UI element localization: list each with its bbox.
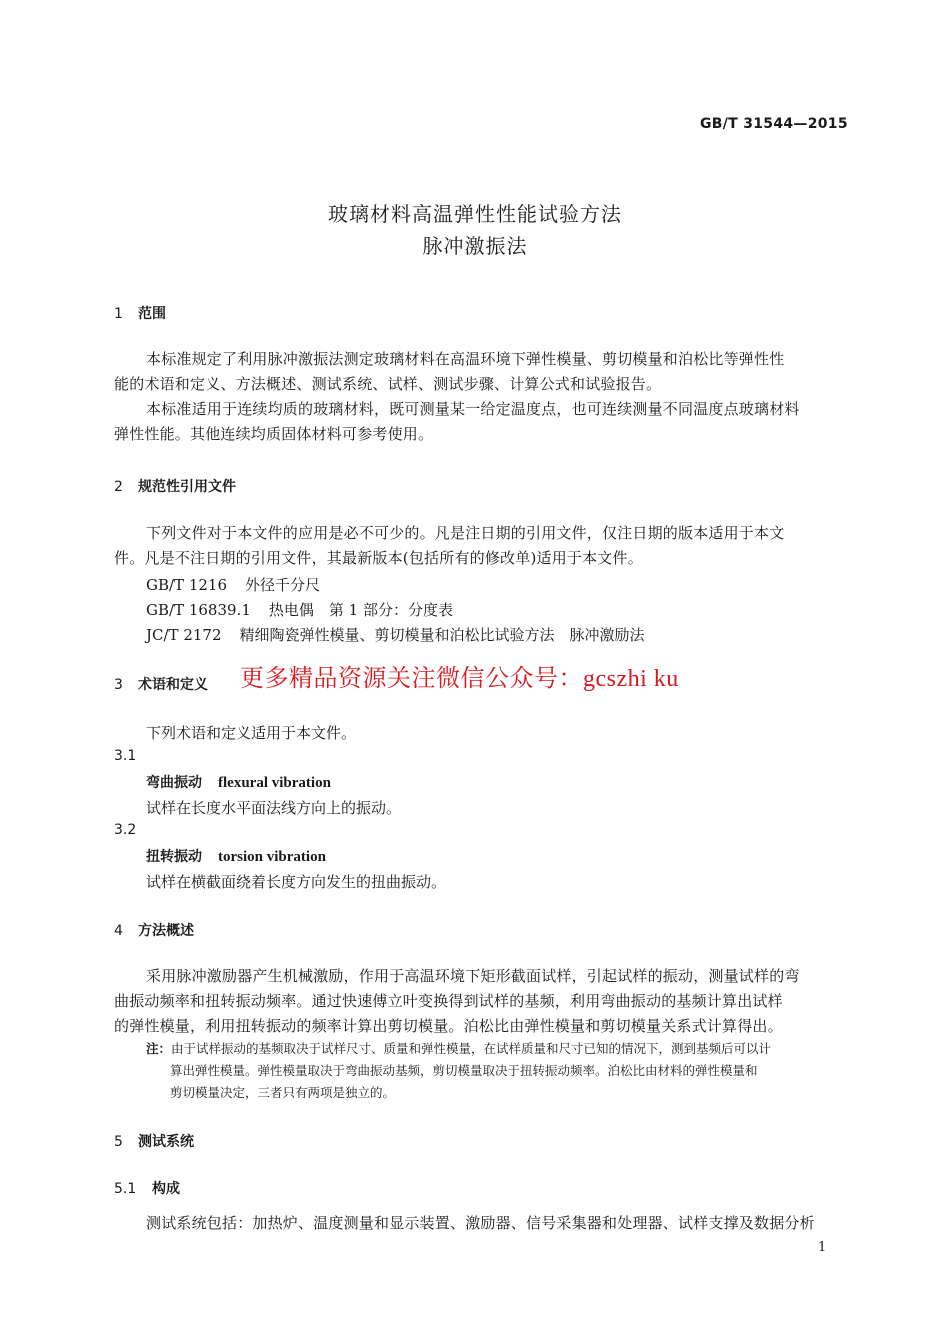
note-line-1: [146, 1038, 771, 1060]
section-2-paragraph-1b: 件。凡是不注日期的引用文件，其最新版本(包括所有的修改单)适用于本文件。: [114, 549, 643, 567]
section-3-intro: 下列术语和定义适用于本文件。: [146, 724, 357, 742]
note-label: 注：: [146, 1041, 172, 1056]
term-chinese: 扭转振动: [146, 849, 202, 865]
reference-item: [146, 599, 453, 620]
reference-code: JC/T 2172: [146, 626, 222, 644]
section-2-paragraph-1a: 下列文件对于本文件的应用是必不可少的。凡是注日期的引用文件，仅注日期的版本适用于本文: [146, 524, 785, 542]
term-number: 3.2: [114, 822, 137, 838]
reference-code: GB/T 1216: [146, 576, 228, 594]
section-title: 规范性引用文件: [138, 479, 236, 495]
reference-name: 精细陶瓷弹性模量、剪切模量和泊松比试验方法 脉冲激励法: [239, 626, 645, 644]
note-text: 由于试样振动的基频取决于试样尺寸、质量和弹性模量，在试样质量和尺寸已知的情况下，测到基频后可以计: [171, 1041, 772, 1056]
reference-name: 外径千分尺: [245, 576, 321, 594]
note-line-2: 算出弹性模量。弹性模量取决于弯曲振动基频，剪切模量取决于扭转振动频率。泊松比由材料的弹性模量和: [170, 1063, 758, 1078]
section-2-heading: [114, 476, 236, 496]
term-definition: 试样在长度水平面法线方向上的振动。: [146, 799, 402, 817]
document-title-line2: 脉冲激振法: [422, 234, 528, 258]
section-4-heading: [114, 920, 194, 940]
section-5-1-paragraph: 测试系统包括：加热炉、温度测量和显示装置、激励器、信号采集器和处理器、试样支撑及数据分析: [146, 1214, 815, 1232]
section-5-heading: [114, 1131, 194, 1151]
section-number: 1: [114, 306, 123, 322]
section-1-heading: [114, 303, 166, 323]
term-heading: [146, 772, 331, 792]
watermark-text: 更多精品资源关注微信公众号：gcszhi ku: [240, 666, 679, 692]
section-number: 4: [114, 923, 123, 939]
section-4-paragraph-a: 采用脉冲激励器产生机械激励，作用于高温环境下矩形截面试样，引起试样的振动，测量试样的弯: [146, 967, 800, 985]
section-1-paragraph-1b: 能的术语和定义、方法概述、测试系统、试样、测试步骤、计算公式和试验报告。: [114, 375, 662, 393]
section-title: 方法概述: [138, 923, 194, 939]
section-1-paragraph-1a: 本标准规定了利用脉冲激振法测定玻璃材料在高温环境下弹性模量、剪切模量和泊松比等弹性性: [146, 350, 785, 368]
document-title-line1: 玻璃材料高温弹性性能试验方法: [328, 202, 622, 226]
section-1-paragraph-2a: 本标准适用于连续均质的玻璃材料，既可测量某一给定温度点，也可连续测量不同温度点玻璃材料: [146, 400, 800, 418]
standard-code: GB/T 31544—2015: [700, 116, 848, 132]
subsection-5-1-heading: [114, 1178, 180, 1198]
term-english: torsion vibration: [218, 849, 326, 865]
term-heading: [146, 846, 326, 866]
section-title: 测试系统: [138, 1134, 194, 1150]
section-number: 2: [114, 479, 123, 495]
term-definition: 试样在横截面绕着长度方向发生的扭曲振动。: [146, 873, 447, 891]
subsection-number: 5.1: [114, 1181, 137, 1197]
section-number: 3: [114, 677, 123, 693]
section-1-paragraph-2b: 弹性性能。其他连续均质固体材料可参考使用。: [114, 425, 434, 443]
subsection-title: 构成: [152, 1181, 180, 1197]
term-english: flexural vibration: [218, 775, 331, 791]
section-number: 5: [114, 1134, 123, 1150]
section-4-paragraph-b: 曲振动频率和扭转振动频率。通过快速傅立叶变换得到试样的基频，利用弯曲振动的基频计算出试样: [114, 992, 783, 1010]
section-3-heading: [114, 674, 208, 694]
section-title: 术语和定义: [138, 677, 208, 693]
section-title: 范围: [138, 306, 166, 322]
note-line-3: 剪切模量决定，三者只有两项是独立的。: [170, 1085, 396, 1100]
reference-item: [146, 624, 645, 645]
page-number: 1: [818, 1240, 827, 1255]
section-4-paragraph-c: 的弹性模量，利用扭转振动的频率计算出剪切模量。泊松比由弹性模量和剪切模量关系式计算得出。: [114, 1017, 783, 1035]
reference-name: 热电偶 第 1 部分：分度表: [268, 601, 453, 619]
reference-code: GB/T 16839.1: [146, 601, 251, 619]
term-chinese: 弯曲振动: [146, 775, 202, 791]
term-number: 3.1: [114, 748, 137, 764]
reference-item: [146, 574, 320, 595]
